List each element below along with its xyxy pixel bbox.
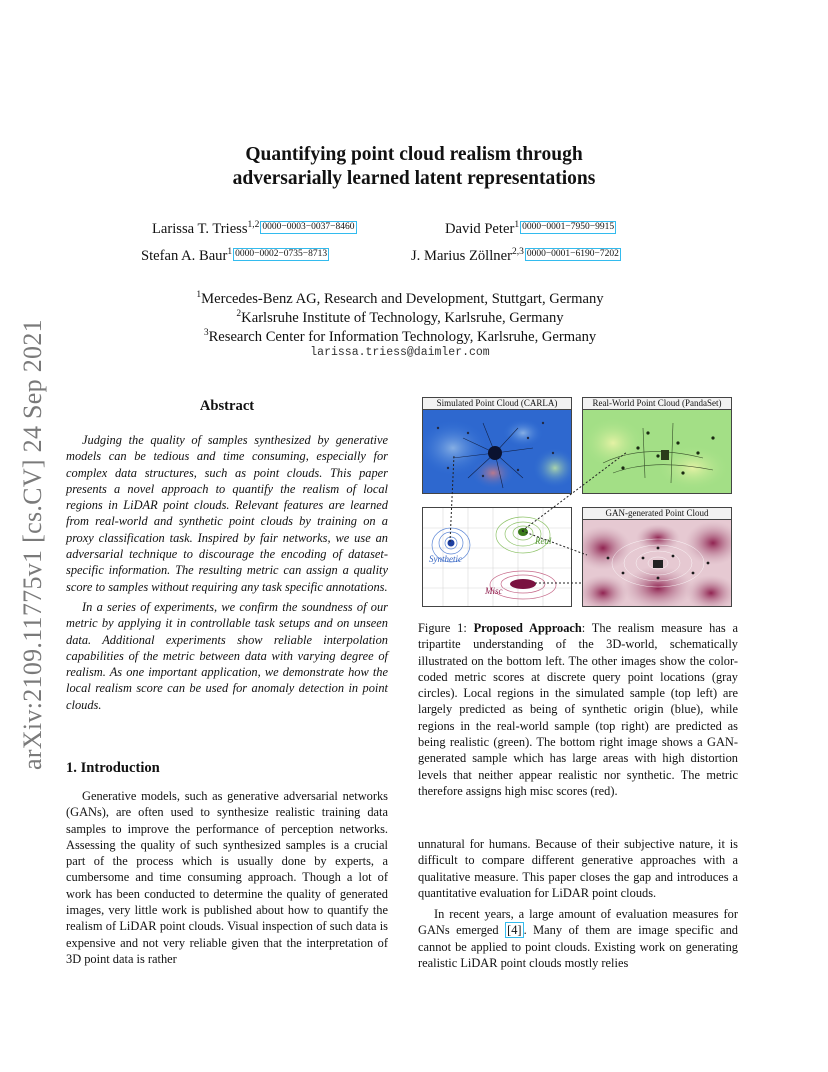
- intro-paragraph-continued: unnatural for humans. Because of their subjective nature, it is difficult to compare different generative approaches with a qualitative measure. This paper closes the gap and introduces a quantitative evaluation for LiDAR point clouds.: [418, 837, 738, 900]
- abstract-paragraph-1: Judging the quality of samples synthesized by generative models can be tedious and time consuming, especially for complex data structures, such as point clouds. This paper presents a novel approach to quantify the realism of local regions in LiDAR point clouds. Relevant features are learned from real-world and synthetic point clouds by training on a proxy classification task. Inspired by fair networks, we use an adversarial technique to discourage the encoding of dataset-specific information. The resulting metric can assign a quality score to samples without requiring any task specific annotations.: [66, 433, 388, 594]
- abstract-paragraph-2: In a series of experiments, we confirm the soundness of our metric by applying it in controllable task setups and on unseen data. Additional experiments show reliable interpolation capabilities of the metric between data with varying degree of realism. As one important application, we demonstrate how the local realism score can be used for anomaly detection in point clouds.: [66, 599, 388, 712]
- author-3: [141, 247, 329, 265]
- intro-body: [66, 788, 388, 967]
- orcid-link[interactable]: 0000−0003−0037−8460: [262, 221, 355, 232]
- figure-1: [422, 397, 740, 607]
- figure-caption: [418, 620, 738, 799]
- author-1: [152, 220, 357, 238]
- cluster-label-real: Real: [535, 536, 552, 546]
- orcid-link[interactable]: 0000−0001−7950−9915: [522, 221, 615, 232]
- right-column-body: [418, 836, 738, 971]
- author-email[interactable]: larissa.triess@daimler.com: [310, 346, 490, 359]
- author-sup: 1: [227, 247, 233, 257]
- caption-prefix: Figure 1:: [418, 621, 474, 635]
- author-name: J. Marius Zöllner: [411, 247, 512, 264]
- author-name: Stefan A. Baur: [141, 247, 228, 264]
- cluster-label-synthetic: Synthetic: [429, 554, 462, 564]
- caption-text: : The realism measure has a tripartite understanding of the 3D-world, schematically illustrated on the bottom left. The other images show the color-coded metric scores at discrete query point locations (gray circles). Local regions in the simulated sample (top left) are largely predicted as being of synthetic origin (blue), while regions in the real-world sample (top right) are predicted as being realistic (green). The bottom right image shows a GAN-generated sample which has large areas with high distortion levels that neither appear realistic nor synthetic. The metric therefore assigns high misc scores (red).: [418, 621, 738, 798]
- aff-text: Karlsruhe Institute of Technology, Karlsruhe, Germany: [241, 309, 564, 326]
- affiliation-3: [0, 324, 800, 347]
- section-heading-introduction: 1. Introduction: [66, 760, 160, 776]
- aff-text: Research Center for Information Technology, Karlsruhe, Germany: [208, 328, 597, 345]
- cluster-label-misc: Misc: [485, 586, 503, 596]
- abstract-heading: Abstract: [199, 398, 255, 414]
- author-2: [445, 220, 616, 238]
- aff-sup: 2: [236, 309, 242, 319]
- figure-connectors: [422, 397, 740, 607]
- orcid-link[interactable]: 0000−0002−0735−8713: [235, 248, 328, 259]
- paper-title: [0, 143, 828, 191]
- author-name: David Peter: [445, 220, 515, 237]
- author-sup: 1: [514, 220, 520, 230]
- aff-sup: 3: [203, 328, 209, 338]
- label-real: Real-World Point Cloud (PandaSet): [582, 397, 732, 410]
- arxiv-stamp: arXiv:2109.11775v1 [cs.CV] 24 Sep 2021: [18, 319, 47, 770]
- author-4: [411, 247, 621, 265]
- intro-paragraph-2: [418, 906, 738, 971]
- para-text: . Many of them are image specific and cannot be applied to point clouds. Existing work on generating realistic LiDAR point clouds mostly relies: [418, 923, 738, 971]
- para-text: In recent years, a large amount of evaluation measures for GANs emerged: [418, 907, 738, 938]
- author-sup: 2,3: [511, 247, 524, 257]
- author-name: Larissa T. Triess: [152, 220, 248, 237]
- aff-text: Mercedes-Benz AG, Research and Development, Stuttgart, Germany: [201, 290, 604, 307]
- caption-bold: Proposed Approach: [473, 621, 582, 635]
- author-sup: 1,2: [247, 220, 260, 230]
- abstract-body: [66, 432, 388, 717]
- title-line-2: adversarially learned latent representations: [232, 168, 596, 189]
- label-simulated: Simulated Point Cloud (CARLA): [422, 397, 572, 410]
- orcid-link[interactable]: 0000−0001−6190−7202: [526, 248, 619, 259]
- title-line-1: Quantifying point cloud realism through: [245, 144, 583, 165]
- label-gan: GAN-generated Point Cloud: [582, 507, 732, 520]
- citation-link[interactable]: [4]: [507, 923, 522, 938]
- intro-paragraph-1: Generative models, such as generative adversarial networks (GANs), are often used to synthesize realistic training data samples to improve the performance of perception networks. Assessing the quality of such synthesized samples is a crucial part of the process which is usually done by experts, a cumbersome and time consuming approach. Though a lot of work has been conducted to determine the quality of generated images, very little work is published about how to quantify the realism of LiDAR point clouds. Visual inspection of such data is expensive and not very reliable given that the interpretation of 3D point data is rather: [66, 789, 388, 966]
- aff-sup: 1: [196, 290, 202, 300]
